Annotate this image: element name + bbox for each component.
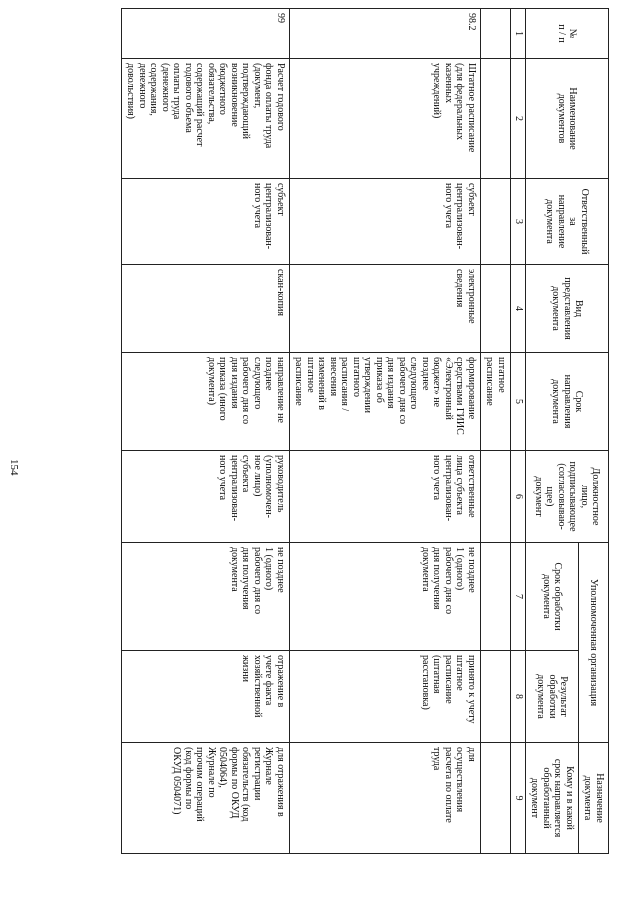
processing-result: отражение в учете факта хозяйственной жизни [122,651,290,743]
processing-result: принято к учету штатное расписание (штатная расстановка) [290,651,481,743]
destination: для осуществления расчета по оплате труда [290,743,481,854]
col-number: 5 [511,353,526,451]
header-deadline: Срок направления документа [526,353,609,451]
header-num: № п / п [526,9,609,59]
presentation-type: электронные сведения [290,265,481,353]
document-name: Расчет годового фонда оплаты труда (документ, подтверждающий возникновение бюджетного обязательства, содержащий расчет годового объема оплаты труда (денежного содержания, денежного довольствия) [122,59,290,179]
document-table [121,8,609,854]
page-number: 154 [8,459,20,476]
header-name: Наименование документов [526,59,609,179]
continuation-row [481,9,511,854]
column-numbers-row [511,9,526,854]
row-number: 99 [122,9,290,59]
presentation-type: скан-копия [122,265,290,353]
responsible: субъект централизован- ного учета [290,179,481,265]
col-number: 6 [511,451,526,543]
row-number: 98.2 [290,9,481,59]
signer: ответственные лица субъекта централизован- ного учета [290,451,481,543]
document-name: Штатное расписание (для федеральных казенных учреждений) [290,59,481,179]
col-number: 3 [511,179,526,265]
processing-deadline: не позднее 1 (одного) рабочего дня со дня получения документа [122,543,290,651]
table-row [122,9,290,854]
destination: для отражения в Журнале регистрации обязательств (код формы по ОКУД 0504064), Журнале по прочим операций (код формы по ОКУД 0504071) [122,743,290,854]
col-number: 8 [511,651,526,743]
send-deadline: формирование средствами ГИИС «Электронный бюджет» не позднее следующего рабочего дня со дня издания приказа об утверждении штатного расписания / внесения изменений в штатное расписание [290,353,481,451]
col-number: 9 [511,743,526,854]
header-purpose: Назначение документа [579,743,609,854]
header-destination: Кому и в какой срок направляется обработанный документ [526,743,579,854]
send-deadline: направление не позднее следующего рабочего дня со дня издания приказа (иного документа) [122,353,290,451]
header-authorized-org: Уполномоченная организация [579,543,609,743]
signer: руководитель (уполномочен- ное лицо) субъекта централизован- ного учета [122,451,290,543]
col-number: 1 [511,9,526,59]
col-number: 2 [511,59,526,179]
responsible: субъект централизован- ного учета [122,179,290,265]
processing-deadline: не позднее 1 (одного) рабочего дня со дня получения документа [290,543,481,651]
header-type: Вид представления документа [526,265,609,353]
col-number: 7 [511,543,526,651]
col-number: 4 [511,265,526,353]
rotated-table-stage [54,8,609,853]
header-responsible: Ответственный за направление документа [526,179,609,265]
header-signer: Должностное лицо, подписывающее (согласовываю- щее) документ [526,451,609,543]
continuation-deadline: штатное расписание [481,353,511,451]
header-processing-deadline: Срок обработки документа [526,543,579,651]
header-processing-result: Результат обработки документа [526,651,579,743]
table-row [290,9,481,854]
